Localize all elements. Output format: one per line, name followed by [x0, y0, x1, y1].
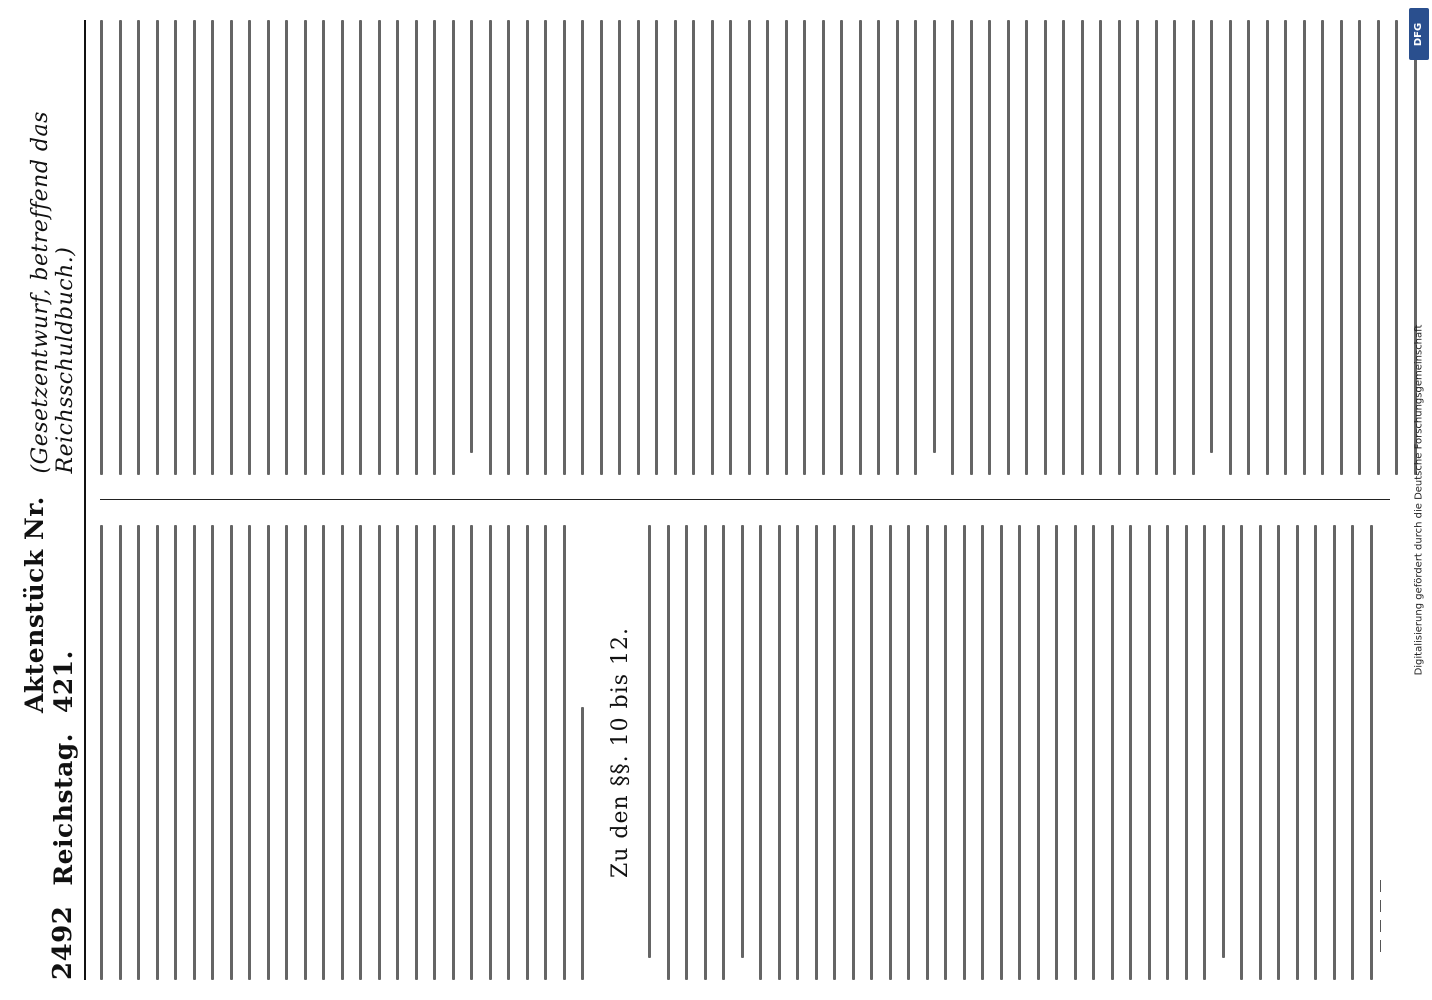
text-line [1007, 20, 1010, 475]
text-line [304, 20, 307, 475]
text-line [396, 525, 399, 980]
text-line [211, 20, 214, 475]
text-line [119, 525, 122, 980]
text-line [378, 20, 381, 475]
text-line [230, 525, 233, 980]
text-line [944, 525, 947, 980]
text-line [796, 525, 799, 980]
text-line [1074, 525, 1077, 980]
text-line [1203, 525, 1206, 980]
text-line [1351, 525, 1354, 980]
text-line [833, 525, 836, 980]
text-line [711, 20, 714, 475]
text-line [951, 20, 954, 475]
text-line [1370, 525, 1373, 980]
rotated-document-page [20, 20, 1406, 980]
text-line [174, 525, 177, 980]
text-line [322, 20, 325, 475]
text-line [981, 525, 984, 980]
text-line [889, 525, 892, 980]
text-line [1025, 20, 1028, 475]
text-line [156, 525, 159, 980]
text-line [637, 20, 640, 475]
text-line [1185, 525, 1188, 980]
text-line [722, 525, 725, 980]
text-line [914, 20, 917, 475]
text-line [1092, 525, 1095, 980]
text-line [896, 20, 899, 475]
text-line [766, 20, 769, 475]
text-line [667, 525, 670, 980]
text-line [1173, 20, 1176, 475]
document-title: Reichstag. [49, 733, 78, 886]
text-line [1037, 525, 1040, 980]
text-line [248, 525, 251, 980]
text-line [1099, 20, 1102, 475]
text-line [1111, 525, 1114, 980]
text-line [785, 20, 788, 475]
text-line [692, 20, 695, 475]
text-line [963, 525, 966, 980]
text-line [970, 20, 973, 475]
text-line [563, 20, 566, 475]
text-line [704, 525, 707, 980]
text-line [489, 525, 492, 980]
text-line [267, 525, 270, 980]
text-line [1277, 525, 1280, 980]
text-line [877, 20, 880, 475]
text-line [1148, 525, 1151, 980]
text-line [359, 525, 362, 980]
document-subject: (Gesetzentwurf, betreffend das Reichsschuldbuch.) [28, 111, 78, 474]
digitization-credit-text: Digitalisierung gefördert durch die Deutsche Forschungsgemeinschaft [1413, 324, 1425, 676]
text-line [248, 20, 251, 475]
text-line [1166, 525, 1169, 980]
text-line [1118, 20, 1121, 475]
text-line [1155, 20, 1158, 475]
text-line [1314, 525, 1317, 980]
text-line [544, 20, 547, 475]
text-line [685, 525, 688, 980]
document-number: Aktenstück Nr. 421. [20, 496, 78, 714]
text-line [1081, 20, 1084, 475]
text-line [581, 20, 584, 475]
text-line [433, 525, 436, 980]
dfg-logo [1409, 8, 1429, 60]
text-line [563, 525, 566, 980]
text-line [193, 525, 196, 980]
text-line [230, 20, 233, 475]
text-line [341, 20, 344, 475]
right-column-text-block [100, 20, 1432, 475]
text-line [648, 525, 651, 958]
left-column-text-block-1 [100, 525, 600, 980]
text-line [674, 20, 677, 475]
text-line [1136, 20, 1139, 475]
text-line [778, 525, 781, 980]
text-line [359, 20, 362, 475]
text-line [748, 20, 751, 475]
text-line [859, 20, 862, 475]
text-line [729, 20, 732, 475]
text-line [581, 707, 584, 980]
text-line [433, 20, 436, 475]
text-line [415, 20, 418, 475]
text-line [1210, 20, 1213, 453]
text-line [100, 525, 103, 980]
text-line [526, 20, 529, 475]
text-line [1018, 525, 1021, 980]
text-line [267, 20, 270, 475]
text-line [1055, 525, 1058, 980]
text-line [759, 525, 762, 980]
text-line [1284, 20, 1287, 475]
text-line [1000, 525, 1003, 980]
text-line [1259, 525, 1262, 980]
text-line [1240, 525, 1243, 980]
text-line [100, 20, 103, 475]
page-header [20, 20, 86, 980]
text-line [1321, 20, 1324, 475]
text-line [803, 20, 806, 475]
text-line [507, 525, 510, 980]
section-heading: Zu den §§. 10 bis 12. [608, 626, 633, 879]
text-line [1222, 525, 1225, 958]
text-line [815, 525, 818, 980]
digitization-credit [1406, 0, 1432, 1000]
text-line [1303, 20, 1306, 475]
text-line [489, 20, 492, 475]
text-line [1358, 20, 1361, 475]
text-line [926, 525, 929, 980]
text-line [452, 20, 455, 475]
text-line [470, 20, 473, 453]
text-line [852, 525, 855, 980]
dfg-logo-text: DFG [1413, 22, 1425, 46]
text-line [988, 20, 991, 475]
text-line [211, 525, 214, 980]
text-line [1296, 525, 1299, 980]
column-divider [100, 499, 1390, 500]
text-line [1395, 20, 1398, 475]
text-line [1377, 20, 1380, 475]
text-line [600, 20, 603, 475]
text-line [544, 525, 547, 980]
text-line [174, 20, 177, 475]
text-line [470, 525, 473, 980]
left-column-text-block-2 [648, 525, 1388, 980]
text-line [1229, 20, 1232, 475]
text-line [618, 20, 621, 475]
text-line [1266, 20, 1269, 475]
text-line [1340, 20, 1343, 475]
text-line [285, 525, 288, 980]
text-line [1333, 525, 1336, 980]
right-column [100, 20, 1400, 475]
text-line [193, 20, 196, 475]
text-line [137, 20, 140, 475]
text-line [526, 525, 529, 980]
text-line [137, 525, 140, 980]
text-line [378, 525, 381, 980]
text-line [1129, 525, 1132, 980]
text-line [1062, 20, 1065, 475]
text-line [1192, 20, 1195, 475]
text-line [119, 20, 122, 475]
text-line [452, 525, 455, 980]
text-line [322, 525, 325, 980]
left-column [100, 525, 1400, 980]
text-line [822, 20, 825, 475]
text-line [507, 20, 510, 475]
text-line [907, 525, 910, 980]
page-number: 2492 [48, 905, 78, 980]
text-line [1044, 20, 1047, 475]
text-line [741, 525, 744, 958]
scan-edge-marks [1380, 880, 1386, 980]
text-line [156, 20, 159, 475]
text-line [655, 20, 658, 475]
text-line [1247, 20, 1250, 475]
text-line [840, 20, 843, 475]
text-line [870, 525, 873, 980]
text-line [341, 525, 344, 980]
text-line [933, 20, 936, 453]
text-line [285, 20, 288, 475]
text-line [415, 525, 418, 980]
text-line [396, 20, 399, 475]
text-line [304, 525, 307, 980]
